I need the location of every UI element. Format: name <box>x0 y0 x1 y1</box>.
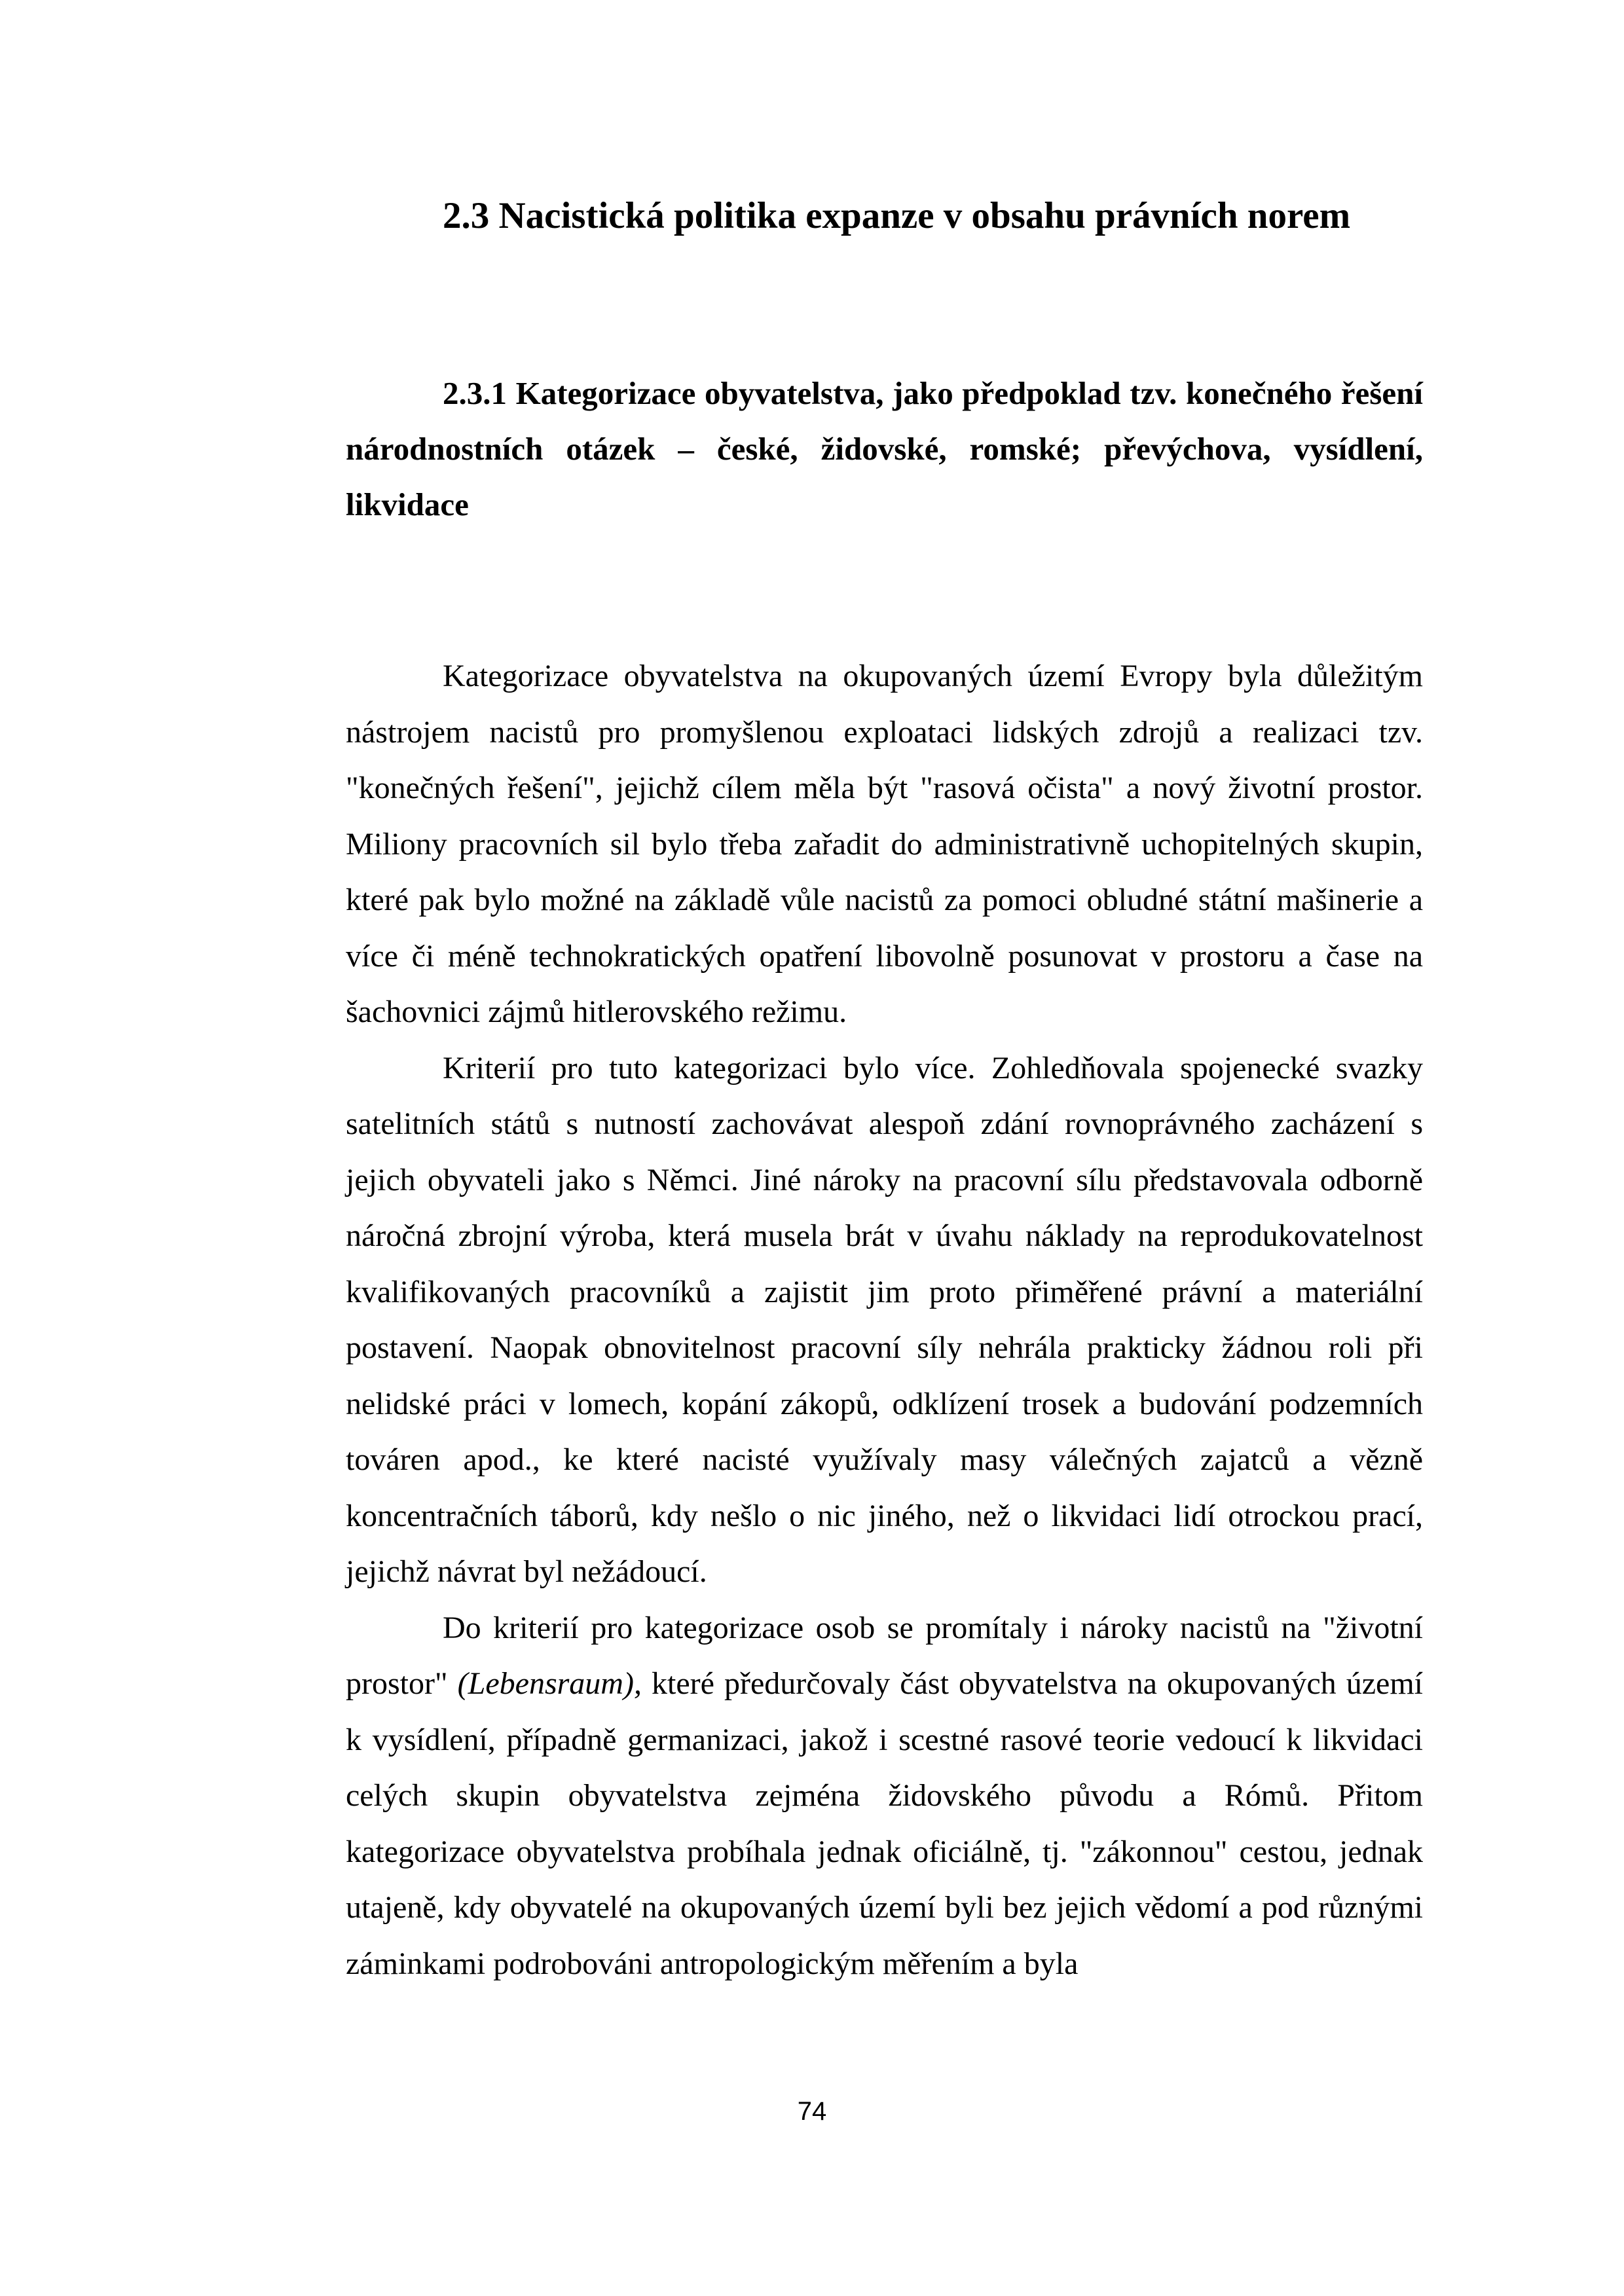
section-heading: 2.3 Nacistická politika expanze v obsahu právních norem <box>443 195 1351 236</box>
paragraph-3-italic-term: (Lebensraum), <box>457 1666 642 1701</box>
paragraph-3 <box>346 1600 1423 1992</box>
page-number: 74 <box>797 2097 827 2126</box>
paragraph-2: Kriterií pro tuto kategorizaci bylo více. Zohledňovala spojenecké svazky satelitních států s nutností zachovávat alespoň zdání rovnoprávného zacházení s jejich obyvateli jako s Němci. Jiné nároky na pracovní sílu představovala odborně náročná zbrojní výroba, která musela brát v úvahu náklady na reprodukovatelnost kvalifikovaných pracovníků a zajistit jim proto přiměřené právní a materiální postavení. Naopak obnovitelnost pracovní síly nehrála prakticky žádnou roli při nelidské práci v lomech, kopání zákopů, odklízení trosek a budování podzemních továren apod., ke které nacisté využívaly masy válečných zajatců a vězně koncentračních táborů, kdy nešlo o nic jiného, než o likvidaci lidí otrockou prací, jejichž návrat byl nežádoucí. <box>346 1050 1423 1589</box>
paragraph-1: Kategorizace obyvatelstva na okupovaných území Evropy byla důležitým nástrojem nacistů pro promyšlenou exploataci lidských zdrojů a realizaci tzv. "konečných řešení", jejichž cílem měla být "rasová očista" a nový životní prostor. Miliony pracovních sil bylo třeba zařadit do administrativně uchopitelných skupin, které pak bylo možné na základě vůle nacistů za pomoci obludné státní mašinerie a více či méně technokratických opatření libovolně posunovat v prostoru a čase na šachovnici zájmů hitlerovského režimu. <box>346 659 1423 1029</box>
paragraph-3-text-before: Do kriterií pro kategorizace osob se promítaly i nároky nacistů na "životní prostor" <box>346 1610 1423 1701</box>
body-text <box>346 648 1423 1992</box>
paragraph-3-text-after: které předurčovaly část obyvatelstva na okupovaných území k vysídlení, případně germanizaci, jakož i scestné rasové teorie vedoucí k likvidaci celých skupin obyvatelstva zejména židovského původu a Rómů. Přitom kategorizace obyvatelstva probíhala jednak oficiálně, tj. "zákonnou" cestou, jednak utajeně, kdy obyvatelé na okupovaných území byli bez jejich vědomí a pod různými záminkami podrobováni antropologickým měřením a byla <box>346 1666 1424 1981</box>
subsection-heading: 2.3.1 Kategorizace obyvatelstva, jako předpoklad tzv. konečného řešení národnostních otázek – české, židovské, romské; převýchova, vysídlení, likvidace <box>346 375 1423 522</box>
